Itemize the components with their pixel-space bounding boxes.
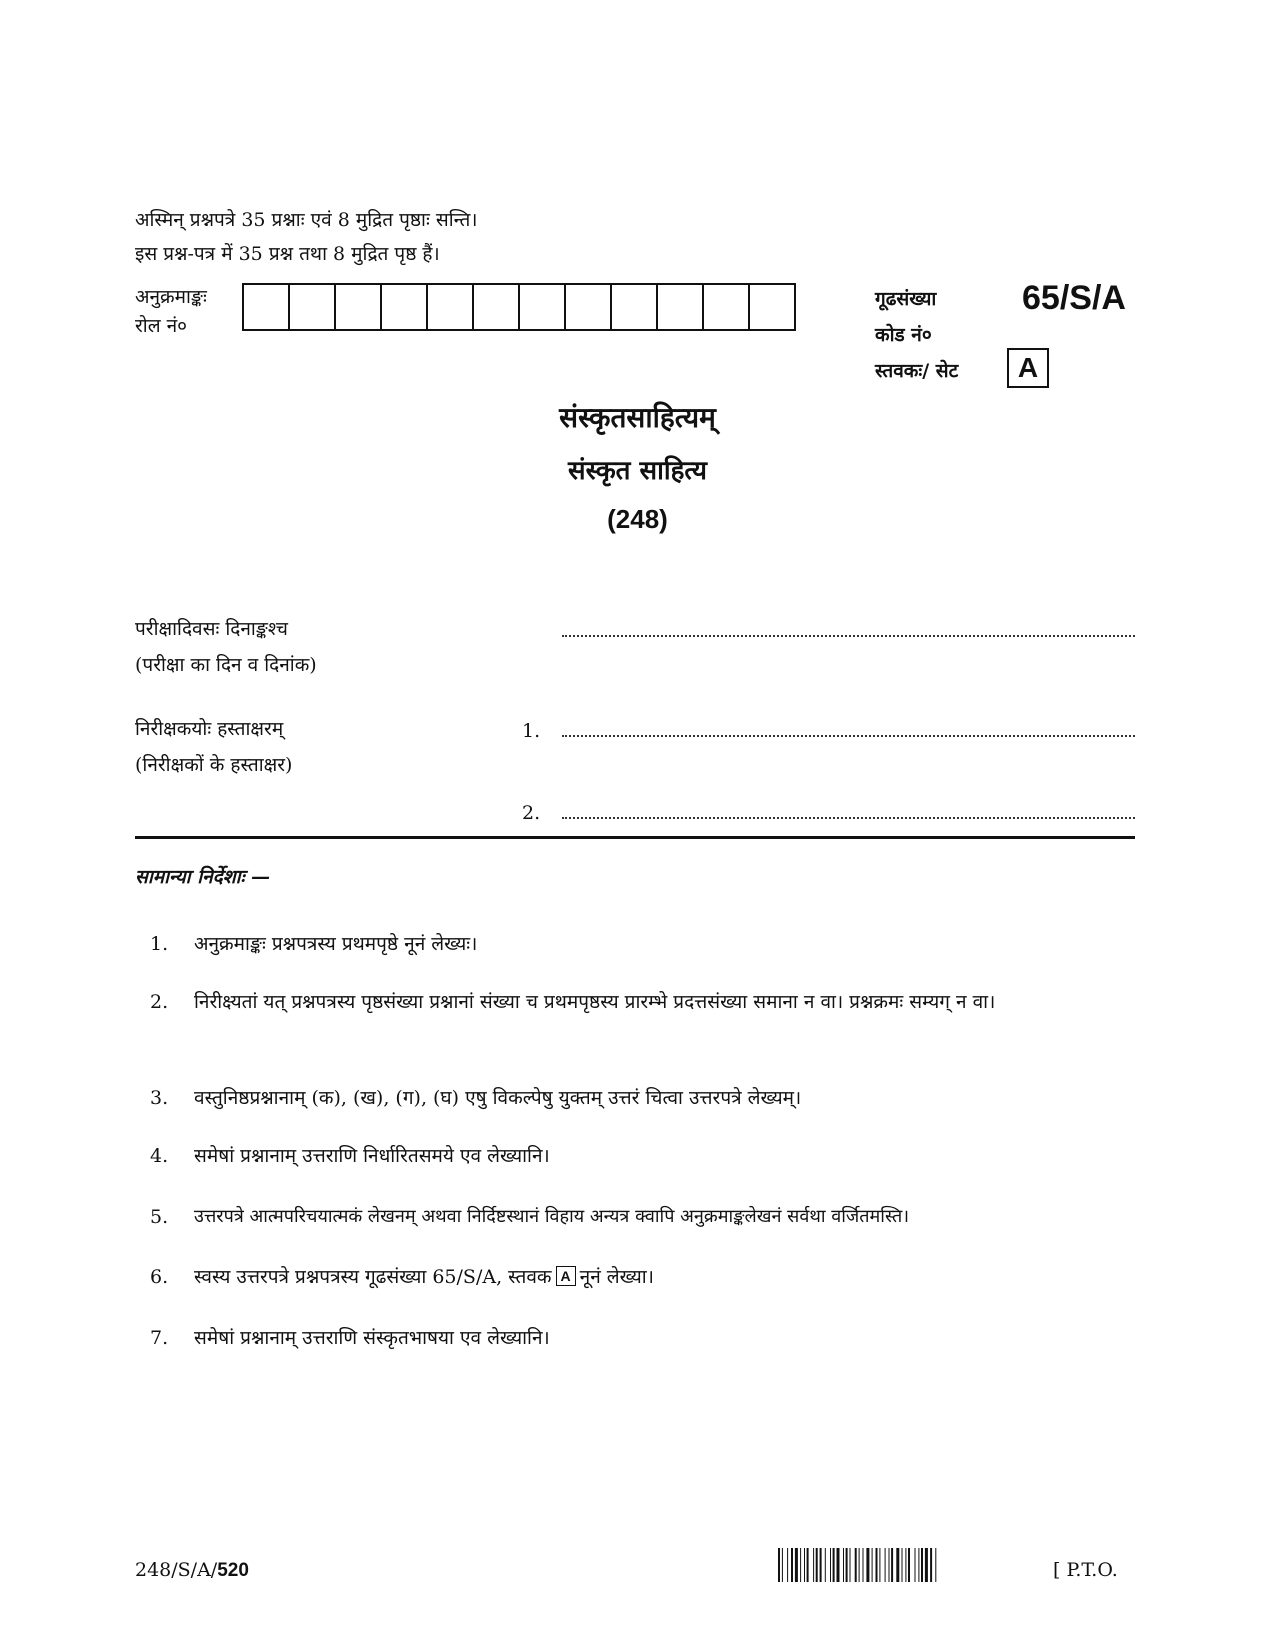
page-count-sanskrit: अस्मिन् प्रश्नपत्रे 35 प्रश्नाः एवं 8 मुद्रित पृष्ठाः सन्ति। [135,209,478,231]
date-field[interactable] [562,635,1135,637]
set-box: A [1007,348,1049,388]
roll-label-sanskrit: अनुक्रमाङ्कः [135,286,207,308]
roll-digit-box[interactable] [658,285,704,329]
roll-digit-box[interactable] [474,285,520,329]
instruction-number: 5. [150,1206,169,1228]
barcode-bar [863,1548,864,1582]
barcode-bar [791,1548,793,1582]
subject-code: (248) [607,504,668,534]
instruction-item [150,927,1140,961]
barcode-bar [825,1548,826,1582]
barcode-bar [855,1548,857,1582]
barcode-bar [800,1548,801,1582]
roll-digit-box[interactable] [428,285,474,329]
barcode-bar [872,1548,873,1582]
barcode-bar [833,1548,835,1582]
signature-1-number: 1. [522,720,541,742]
barcode-bar [902,1548,903,1582]
barcode-bar [813,1548,814,1582]
instruction-item [150,1139,1140,1173]
instruction-item [150,1260,1140,1294]
title-hindi: संस्कृत साहित्य [568,456,707,486]
signature-2-field[interactable] [562,817,1135,819]
barcode-icon [778,1548,1036,1582]
barcode-bar [850,1548,851,1582]
barcode-bar [795,1548,798,1582]
footer-code-suffix: 520 [217,1560,249,1581]
pto-label: [ P.T.O. [1053,1559,1118,1581]
signature-2-number: 2. [522,802,541,824]
instruction-text: वस्तुनिष्ठप्रश्नानाम् (क), (ख), (ग), (घ) एषु विकल्पेषु युक्तम् उत्तरं चित्वा उत्तरपत्रे लेख्यम्। [194,1087,802,1109]
roll-digit-box[interactable] [750,285,794,329]
instruction-item [150,1321,1140,1355]
roll-digit-box[interactable] [290,285,336,329]
invigilator-label-hindi: (निरीक्षकों के हस्ताक्षर) [135,754,293,776]
paper-code: 65/S/A [1022,279,1126,317]
barcode-bar [804,1548,805,1582]
barcode-bar [891,1548,893,1582]
barcode-bar [915,1548,916,1582]
barcode-bar [830,1548,831,1582]
roll-digit-box[interactable] [520,285,566,329]
instruction-text: समेषां प्रश्नानाम् उत्तराणि निर्धारितसमये एव लेख्यानि। [194,1145,550,1167]
roll-digit-box[interactable] [336,285,382,329]
barcode-bar [921,1548,923,1582]
barcode-bar [778,1548,780,1582]
barcode-bar [885,1548,886,1582]
barcode-bar [905,1548,906,1582]
instruction-item [150,1081,1140,1115]
barcode-bar [859,1548,860,1582]
page-count-hindi: इस प्रश्न-पत्र में 35 प्रश्न तथा 8 मुद्रित पृष्ठ हैं। [135,243,440,265]
set-inline-box: A [556,1266,576,1286]
barcode-bar [930,1548,932,1582]
instruction-text: समेषां प्रश्नानाम् उत्तराणि संस्कृतभाषया एव लेख्यानि। [194,1327,550,1349]
roll-digit-box[interactable] [244,285,290,329]
barcode-bar [889,1548,890,1582]
barcode-bar [876,1548,878,1582]
barcode-bar [925,1548,928,1582]
instruction-text-before: स्वस्य उत्तरपत्रे प्रश्नपत्रस्य गूढसंख्या 65/S/A, स्तवक [194,1266,552,1288]
barcode-bar [908,1548,910,1582]
barcode-bar [935,1548,936,1582]
barcode-bar [846,1548,848,1582]
barcode-bar [843,1548,844,1582]
barcode-bar [807,1548,809,1582]
code-label-hindi: कोड नं० [875,324,932,346]
barcode-bar [896,1548,899,1582]
roll-digit-box[interactable] [612,285,658,329]
roll-digit-box[interactable] [566,285,612,329]
barcode-bar [918,1548,919,1582]
code-label-sanskrit: गूढसंख्या [875,288,937,310]
barcode-bar [816,1548,818,1582]
roll-digit-box[interactable] [704,285,750,329]
instruction-number: 4. [150,1145,169,1167]
instruction-number: 7. [150,1327,169,1349]
date-label-hindi: (परीक्षा का दिन व दिनांक) [135,654,317,676]
signature-1-field[interactable] [562,735,1135,737]
instruction-number: 2. [150,991,169,1013]
instruction-number: 1. [150,933,169,955]
instructions-heading: सामान्या निर्देशाः — [135,866,271,888]
barcode-bar [837,1548,840,1582]
divider [135,836,1135,839]
date-label-sanskrit: परीक्षादिवसः दिनाङ्कश्च [135,618,288,640]
instruction-item [150,985,1140,1053]
instruction-text: उत्तरपत्रे आत्मपरिचयात्मकं लेखनम् अथवा निर्दिष्टस्थानं विहाय अन्यत्र क्वापि अनुक्रमाङ्कलेखनं सर्वथा वर्जितमस्ति। [194,1206,910,1227]
set-label: स्तवकः/ सेट [875,360,959,382]
invigilator-label-sanskrit: निरीक्षकयोः हस्ताक्षरम् [135,718,284,740]
barcode-bar [866,1548,869,1582]
instruction-number: 6. [150,1266,169,1288]
title-sanskrit: संस्कृतसाहित्यम् [559,401,716,434]
footer-code [135,1558,249,1583]
instruction-text-6 [194,1260,1140,1294]
instruction-text: अनुक्रमाङ्कः प्रश्नपत्रस्य प्रथमपृष्ठे नूनं लेख्यः। [194,933,478,955]
instruction-text-after: नूनं लेख्या। [579,1266,654,1288]
roll-digit-box[interactable] [382,285,428,329]
barcode-bar [820,1548,822,1582]
footer-code-prefix: 248/S/A/ [135,1559,218,1581]
barcode-bar [787,1548,788,1582]
instruction-number: 3. [150,1087,169,1109]
barcode-bar [782,1548,783,1582]
instruction-item [150,1200,1140,1234]
barcode-bar [879,1548,880,1582]
roll-label-hindi: रोल नं० [135,315,188,337]
roll-number-boxes[interactable] [242,283,796,331]
instruction-text: निरीक्ष्यतां यत् प्रश्नपत्रस्य पृष्ठसंख्या प्रश्नानां संख्या च प्रथमपृष्ठस्य प्रारम्भे प्रदत्तसंख्या समाना न वा। प्रश्नक्रमः सम्यग् न वा। [194,991,996,1013]
